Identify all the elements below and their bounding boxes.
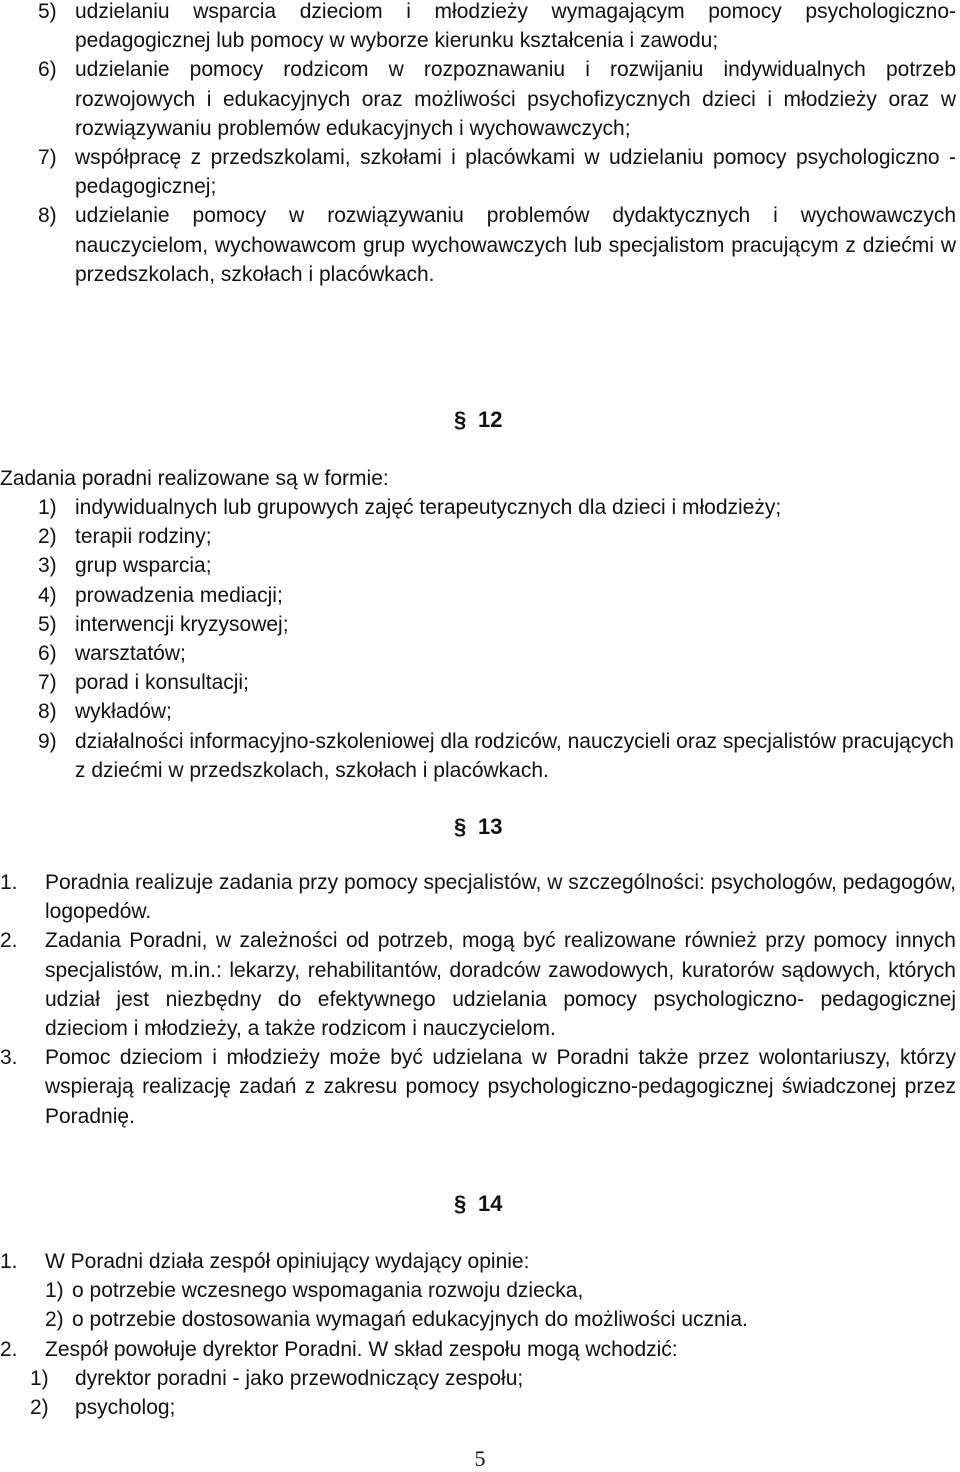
section-12-list (38, 493, 954, 785)
list-item (0, 1043, 956, 1131)
item-text: Zespół powołuje dyrektor Poradni. W skład zespołu mogą wchodzić: (45, 1337, 678, 1361)
list-item (38, 201, 956, 289)
item-number: 8) (38, 700, 57, 724)
list-item (0, 926, 956, 1043)
item-text: porad i konsultacji; (75, 671, 249, 695)
item-number: 6) (38, 642, 57, 666)
list-item (38, 493, 954, 522)
item-text: współpracę z przedszkolami, szkołami i placówkami w udzielaniu pomocy psychologiczno - pedagogicznej; (75, 146, 956, 199)
item-number: 7) (38, 146, 57, 170)
item-number: 3) (38, 554, 57, 578)
item-number: 2) (30, 1396, 49, 1420)
item-number: 4) (38, 583, 57, 607)
list-item (38, 668, 954, 697)
section-12-intro: Zadania poradni realizowane są w formie: (0, 467, 389, 490)
list-item (38, 697, 954, 726)
item-number: 1) (30, 1366, 49, 1390)
list-item (38, 727, 954, 785)
list-item (38, 143, 956, 201)
section-13-list (0, 868, 956, 1131)
item-number: 2. (0, 1337, 18, 1361)
item-number: 6) (38, 58, 57, 82)
item-text: terapii rodziny; (75, 525, 212, 549)
list-item (38, 55, 956, 143)
item-text: o potrzebie wczesnego wspomagania rozwoju dziecka, (72, 1279, 584, 1303)
item-number: 1. (0, 871, 18, 894)
item-number: 2. (0, 929, 18, 953)
item-text: psycholog; (75, 1396, 176, 1420)
paragraph-mark: § (454, 407, 467, 432)
item-number: 1) (45, 1279, 64, 1303)
list-item (38, 581, 954, 610)
list-item (0, 1247, 956, 1276)
sub-list-item (0, 1393, 956, 1422)
item-number: 7) (38, 671, 57, 695)
item-text: prowadzenia mediacji; (75, 583, 283, 607)
item-number: 2) (45, 1308, 64, 1332)
item-text: warsztatów; (75, 642, 186, 666)
item-number: 8) (38, 204, 57, 228)
item-number: 1) (38, 496, 57, 519)
section-number: 13 (478, 814, 503, 839)
item-text: udzielaniu wsparcia dzieciom i młodzieży wymagającym pomocy psychologiczno-pedagogicznej lub pomocy w wyborze kierunku kształcenia i zawodu; (75, 0, 956, 53)
section-number: 14 (478, 1191, 503, 1216)
section-heading-12 (454, 405, 534, 434)
paragraph-mark: § (454, 814, 467, 839)
list-item (0, 868, 956, 926)
list-item (38, 639, 954, 668)
item-text: dyrektor poradni - jako przewodniczący zespołu; (75, 1366, 524, 1390)
item-text: o potrzebie dostosowania wymagań edukacyjnych do możliwości ucznia. (72, 1308, 748, 1332)
sub-list-item (0, 1276, 956, 1305)
section-heading-14 (454, 1189, 534, 1218)
section-14-body (0, 1247, 956, 1422)
item-text: udzielanie pomocy rodzicom w rozpoznawaniu i rozwijaniu indywidualnych potrzeb rozwojowych i edukacyjnych oraz możliwości psychofizycznych dzieci i młodzieży oraz w rozwiązywaniu problemów edukacyjnych i wychowawczych; (75, 58, 956, 140)
list-item (38, 522, 954, 551)
sub-list-item (0, 1364, 956, 1393)
sub-list-item (0, 1305, 956, 1334)
list-block-a (38, 0, 956, 289)
list-item (38, 0, 956, 55)
item-number: 9) (38, 729, 57, 753)
item-text: Pomoc dzieciom i młodzieży może być udzielana w Poradni także przez wolontariuszy, którzy wspierają realizację zadań z zakresu pomocy psychologiczno-pedagogicznej świadczonej przez Poradnię. (45, 1046, 956, 1128)
item-text: Poradnia realizuje zadania przy pomocy specjalistów, w szczególności: psychologów, pedagogów, logopedów. (45, 871, 956, 924)
item-number: 5) (38, 612, 57, 636)
item-text: wykładów; (75, 700, 172, 724)
list-item (38, 610, 954, 639)
section-number: 12 (478, 407, 503, 432)
page-number: 5 (474, 1446, 486, 1471)
list-item (0, 1335, 956, 1364)
item-number: 5) (38, 0, 57, 23)
item-number: 3. (0, 1046, 18, 1070)
item-number: 2) (38, 525, 57, 549)
item-number: 1. (0, 1250, 18, 1273)
item-text: grup wsparcia; (75, 554, 212, 578)
item-text: W Poradni działa zespół opiniujący wydający opinie: (45, 1250, 530, 1273)
item-text: interwencji kryzysowej; (75, 612, 289, 636)
item-text: indywidualnych lub grupowych zajęć terapeutycznych dla dzieci i młodzieży; (75, 496, 782, 519)
paragraph-mark: § (454, 1191, 467, 1216)
item-text: udzielanie pomocy w rozwiązywaniu problemów dydaktycznych i wychowawczych nauczycielom, wychowawcom grup wychowawczych lub specjalistom pracującym z dziećmi w przedszkolach, szkołach i placówkach. (75, 204, 956, 286)
item-text: działalności informacyjno-szkoleniowej dla rodziców, nauczycieli oraz specjalistów pracujących z dziećmi w przedszkolach, szkołach i placówkach. (75, 729, 954, 782)
item-text: Zadania Poradni, w zależności od potrzeb, mogą być realizowane również przy pomocy innych specjalistów, m.in.: lekarzy, rehabilitantów, doradców zawodowych, kuratorów sądowych, których udział jest niezbędny do efektywnego udzielania pomocy psychologiczno- pedagogicznej dzieciom i młodzieży, a także rodzicom i nauczycielom. (45, 929, 956, 1041)
section-heading-13 (454, 812, 534, 841)
list-item (38, 551, 954, 580)
